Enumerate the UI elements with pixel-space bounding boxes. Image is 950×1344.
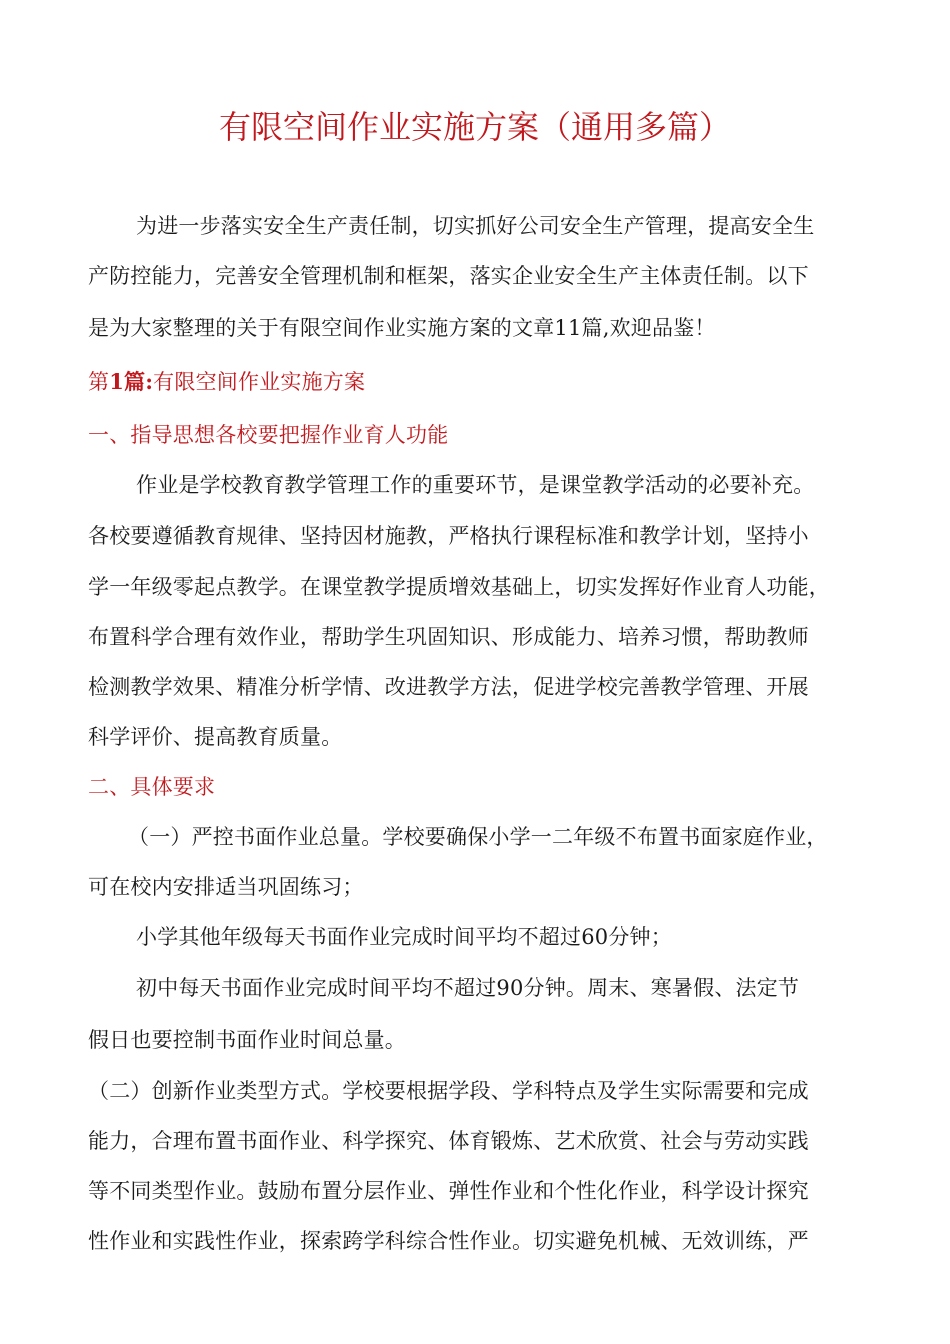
- intro-line: 产防控能力，完善安全管理机制和框架，落实企业安全生产主体责任制。以下: [88, 264, 809, 288]
- requirement-1-line: （一）严控书面作业总量。学校要确保小学一二年级不布置书面家庭作业，: [128, 825, 828, 849]
- section1-line: 各校要遵循教育规律、坚持因材施教，严格执行课程标准和教学计划，坚持小: [88, 524, 809, 548]
- document-title: 有限空间作业实施方案（通用多篇）: [218, 108, 731, 146]
- requirement-2-line: 等不同类型作业。鼓励布置分层作业、弹性作业和个性化作业，科学设计探究: [88, 1179, 809, 1203]
- requirement-1-junior-limit: 假日也要控制书面作业时间总量。: [88, 1028, 406, 1052]
- intro-line: 是为大家整理的关于有限空间作业实施方案的文章11篇,欢迎品鉴！: [88, 316, 716, 340]
- requirement-2-line: 能力，合理布置书面作业、科学探究、体育锻炼、艺术欣赏、社会与劳动实践: [88, 1129, 809, 1153]
- requirement-1-line: 可在校内安排适当巩固练习；: [88, 875, 364, 899]
- requirement-2-line: （二）创新作业类型方式。学校要根据学段、学科特点及学生实际需要和完成: [88, 1079, 809, 1103]
- requirement-2-line: 性作业和实践性作业，探索跨学科综合性作业。切实避免机械、无效训练，严: [88, 1229, 809, 1253]
- section1-line: 科学评价、提高教育质量。: [88, 725, 343, 749]
- article-heading-prefix: 第: [88, 370, 110, 394]
- article-heading: [88, 367, 365, 397]
- requirement-1-primary-limit: 小学其他年级每天书面作业完成时间平均不超过60分钟；: [136, 925, 672, 949]
- section1-line: 检测教学效果、精准分析学情、改进教学方法，促进学校完善教学管理、开展: [88, 675, 809, 699]
- section-heading-requirements: 二、具体要求: [88, 775, 216, 799]
- article-heading-number: 1: [109, 369, 125, 394]
- section1-line: 作业是学校教育教学管理工作的重要环节，是课堂教学活动的必要补充。: [136, 473, 815, 497]
- section1-line: 布置科学合理有效作业，帮助学生巩固知识、形成能力、培养习惯，帮助教师: [88, 625, 809, 649]
- intro-line: 为进一步落实安全生产责任制，切实抓好公司安全生产管理，提高安全生: [136, 214, 815, 238]
- article-heading-suffix: 篇:: [124, 369, 154, 394]
- requirement-1-junior-limit: 初中每天书面作业完成时间平均不超过90分钟。周末、寒暑假、法定节: [136, 976, 800, 1000]
- section-heading-guiding-ideology: 一、指导思想各校要把握作业育人功能: [88, 423, 449, 447]
- article-heading-name: 有限空间作业实施方案: [153, 370, 366, 394]
- section1-line: 学一年级零起点教学。在课堂教学提质增效基础上，切实发挥好作业育人功能，: [88, 575, 830, 599]
